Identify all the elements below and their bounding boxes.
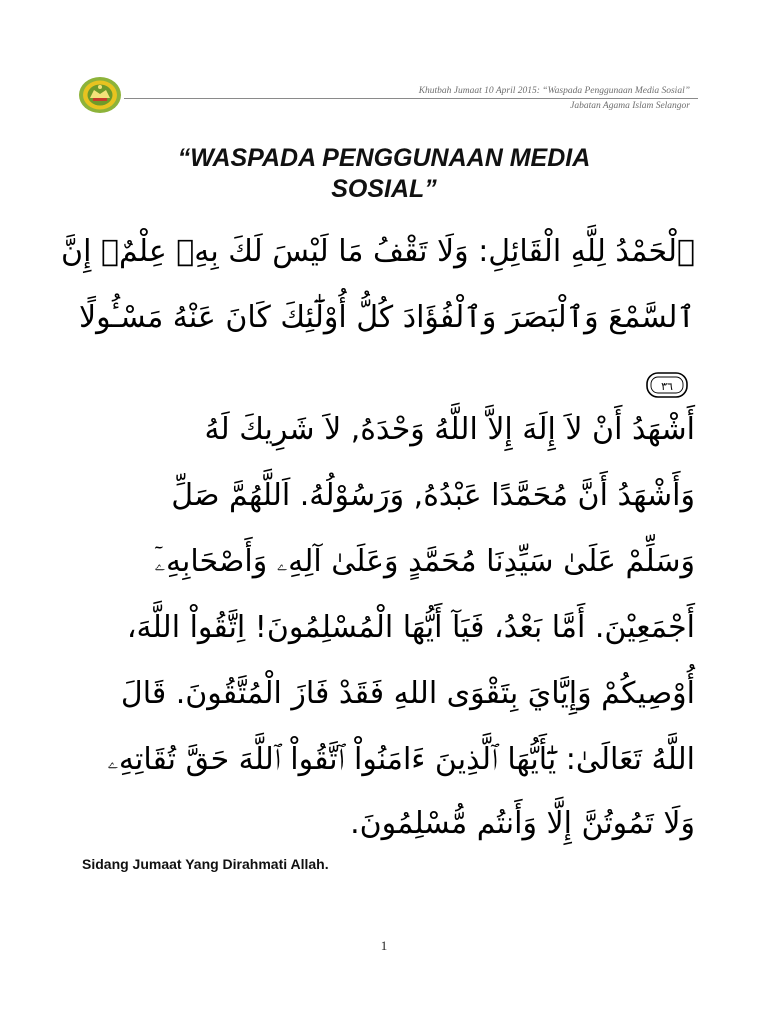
- page-title-line-2: SOSIAL”: [331, 175, 437, 203]
- verse-line-2: ٱلسَّمْعَ وَٱلْبَصَرَ وَٱلْفُؤَادَ كُلُّ أُوْلَٰٓئِكَ كَانَ عَنْهُ مَسْـُٔولًا: [79, 300, 695, 335]
- salutation-text: Sidang Jumaat Yang Dirahmati Allah.: [82, 856, 329, 872]
- arabic-body-line-7: وَلَا تَمُوتُنَّ إِلَّا وَأَنتُم مُّسْلِمُونَ.: [350, 806, 695, 841]
- page-number: 1: [380, 938, 388, 953]
- header-divider: [124, 98, 698, 99]
- arabic-body-line-4: أَجْمَعِيْنَ. أَمَّا بَعْدُ، فَيَآ أَيُّهَا الْمُسْلِمُونَ! اِتَّقُواْ اللَّهَ،: [126, 610, 695, 645]
- arabic-body-line-2: وَأَشْهَدُ أَنَّ مُحَمَّدًا عَبْدُهُ, وَرَسُوْلُهُ. اَللَّهُمَّ صَلِّ: [171, 478, 695, 513]
- arabic-body-line-6: اللَّهُ تَعَالَىٰ: يَٰٓأَيُّهَا ٱلَّذِينَ ءَامَنُواْ ٱتَّقُواْ ٱللَّهَ حَقَّ تُقَاتِهِۦ: [107, 742, 695, 777]
- jais-logo: [78, 76, 122, 114]
- page-title-line-1: “WASPADA PENGGUNAAN MEDIA: [177, 144, 591, 172]
- ayah-number-badge: [645, 370, 689, 400]
- header-khutbah-reference: Khutbah Jumaat 10 April 2015: “Waspada Penggunaan Media Sosial”: [418, 86, 690, 96]
- verse-line-1: ٱلْحَمْدُ لِلَّهِ الْقَائِلِ: وَلَا تَقْفُ مَا لَيْسَ لَكَ بِهِۦ عِلْمٌۚ إِنَّ: [61, 234, 695, 269]
- arabic-body-line-3: وَسَلِّمْ عَلَىٰ سَيِّدِنَا مُحَمَّدٍ وَعَلَىٰ آلِهِۦ وَأَصْحَابِهِۦٓ: [154, 544, 695, 579]
- arabic-body-line-5: أُوْصِيكُمْ وَإِيَّايَ بِتَقْوَى اللهِ فَقَدْ فَازَ الْمُتَّقُونَ. قَالَ: [120, 676, 695, 711]
- header-department: Jabatan Agama Islam Selangor: [570, 101, 690, 111]
- page-title: [84, 143, 684, 205]
- arabic-body-line-1: أَشْهَدُ أَنْ لاَ إِلَهَ إِلاَّ اللَّهُ وَحْدَهُ, لاَ شَرِيكَ لَهُ: [204, 412, 695, 447]
- ayah-number: ٣٦: [661, 380, 673, 393]
